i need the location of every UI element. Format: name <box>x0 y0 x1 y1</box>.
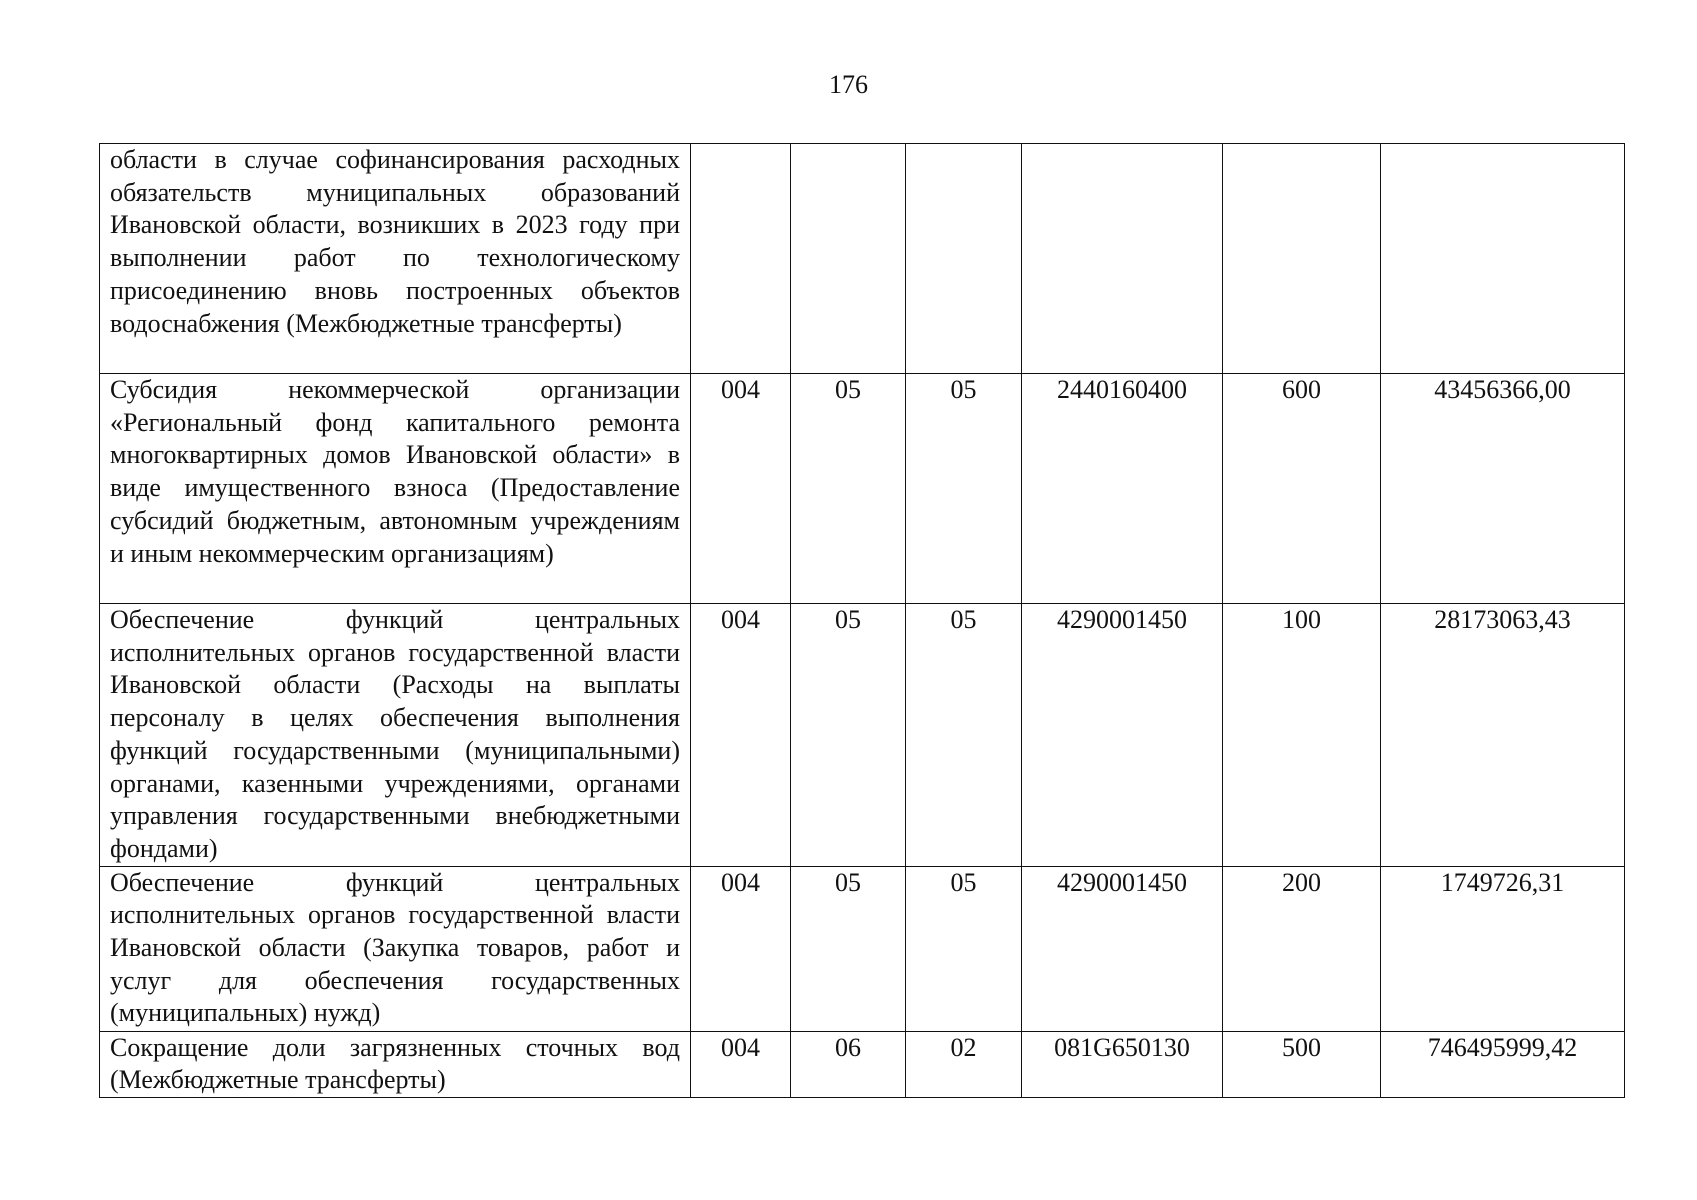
budget-table <box>99 143 1625 1098</box>
amount: 28173063,43 <box>1381 604 1625 867</box>
expense-type-code: 100 <box>1223 604 1381 867</box>
target-article-code: 081G650130 <box>1022 1031 1223 1097</box>
amount <box>1381 144 1625 374</box>
ministry-code: 004 <box>691 374 791 604</box>
table-row <box>100 144 1625 374</box>
section-code: 05 <box>791 866 906 1031</box>
subsection-code: 05 <box>906 866 1022 1031</box>
expense-description: Субсидия некоммерческой организации «Региональный фонд капитального ремонта многоквартирных домов Ивановской области» в виде имущественного взноса (Предоставление субсидий бюджетным, автономным учреждениям и иным некоммерческим организациям) <box>100 374 691 604</box>
expense-description: Обеспечение функций центральных исполнительных органов государственной власти Ивановской области (Закупка товаров, работ и услуг для обеспечения государственных (муниципальных) нужд) <box>100 866 691 1031</box>
page-number: 176 <box>829 70 868 99</box>
expense-description: области в случае софинансирования расходных обязательств муниципальных образований Ивановской области, возникших в 2023 году при выполнении работ по технологическому присоединению вновь построенных объектов водоснабжения (Межбюджетные трансферты) <box>100 144 691 374</box>
section-code: 05 <box>791 374 906 604</box>
subsection-code: 05 <box>906 604 1022 867</box>
expense-type-code: 500 <box>1223 1031 1381 1097</box>
expense-description: Сокращение доли загрязненных сточных вод (Межбюджетные трансферты) <box>100 1031 691 1097</box>
section-code: 05 <box>791 604 906 867</box>
table-row <box>100 374 1625 604</box>
expense-description: Обеспечение функций центральных исполнительных органов государственной власти Ивановской области (Расходы на выплаты персоналу в целях обеспечения выполнения функций государственными (муниципальными) органами, казенными учреждениями, органами управления государственными внебюджетными фондами) <box>100 604 691 867</box>
amount: 43456366,00 <box>1381 374 1625 604</box>
section-code <box>791 144 906 374</box>
target-article-code <box>1022 144 1223 374</box>
target-article-code: 4290001450 <box>1022 866 1223 1031</box>
ministry-code <box>691 144 791 374</box>
amount: 1749726,31 <box>1381 866 1625 1031</box>
ministry-code: 004 <box>691 866 791 1031</box>
amount: 746495999,42 <box>1381 1031 1625 1097</box>
expense-type-code: 600 <box>1223 374 1381 604</box>
section-code: 06 <box>791 1031 906 1097</box>
table-row <box>100 1031 1625 1097</box>
table-row <box>100 866 1625 1031</box>
expense-type-code: 200 <box>1223 866 1381 1031</box>
target-article-code: 4290001450 <box>1022 604 1223 867</box>
ministry-code: 004 <box>691 604 791 867</box>
table-row <box>100 604 1625 867</box>
ministry-code: 004 <box>691 1031 791 1097</box>
expense-type-code <box>1223 144 1381 374</box>
subsection-code: 05 <box>906 374 1022 604</box>
subsection-code <box>906 144 1022 374</box>
target-article-code: 2440160400 <box>1022 374 1223 604</box>
subsection-code: 02 <box>906 1031 1022 1097</box>
